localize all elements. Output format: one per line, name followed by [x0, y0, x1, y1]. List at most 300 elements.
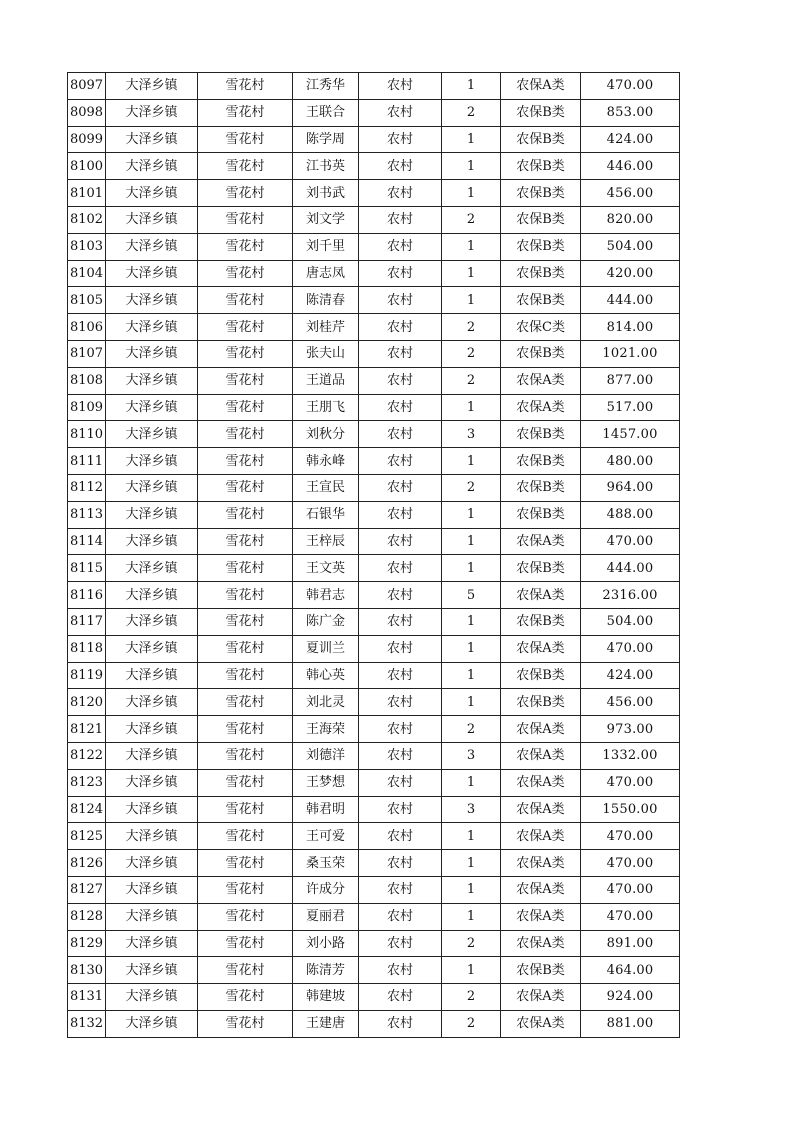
- township-cell: 大泽乡镇: [106, 180, 198, 207]
- village-cell: 雪花村: [198, 73, 293, 100]
- row-number: 8120: [68, 689, 106, 716]
- insurance-class-cell: 农保B类: [501, 233, 581, 260]
- insurance-class-cell: 农保A类: [501, 367, 581, 394]
- table-row: [68, 608, 680, 635]
- amount-cell: 488.00: [581, 501, 680, 528]
- household-size-cell: 1: [442, 233, 501, 260]
- insurance-class-cell: 农保B类: [501, 474, 581, 501]
- area-type-cell: 农村: [359, 314, 442, 341]
- row-number: 8105: [68, 287, 106, 314]
- insurance-class-cell: 农保B类: [501, 180, 581, 207]
- row-number: 8110: [68, 421, 106, 448]
- amount-cell: 470.00: [581, 528, 680, 555]
- name-cell: 刘德洋: [293, 742, 359, 769]
- table-row: [68, 126, 680, 153]
- amount-cell: 456.00: [581, 689, 680, 716]
- amount-cell: 891.00: [581, 930, 680, 957]
- name-cell: 刘小路: [293, 930, 359, 957]
- amount-cell: 470.00: [581, 876, 680, 903]
- village-cell: 雪花村: [198, 662, 293, 689]
- table-row: [68, 689, 680, 716]
- area-type-cell: 农村: [359, 823, 442, 850]
- row-number: 8103: [68, 233, 106, 260]
- household-size-cell: 1: [442, 180, 501, 207]
- table-row: [68, 153, 680, 180]
- row-number: 8108: [68, 367, 106, 394]
- township-cell: 大泽乡镇: [106, 260, 198, 287]
- name-cell: 王文英: [293, 555, 359, 582]
- amount-cell: 1457.00: [581, 421, 680, 448]
- name-cell: 刘北灵: [293, 689, 359, 716]
- area-type-cell: 农村: [359, 555, 442, 582]
- area-type-cell: 农村: [359, 903, 442, 930]
- amount-cell: 456.00: [581, 180, 680, 207]
- amount-cell: 853.00: [581, 99, 680, 126]
- area-type-cell: 农村: [359, 689, 442, 716]
- area-type-cell: 农村: [359, 474, 442, 501]
- household-size-cell: 2: [442, 716, 501, 743]
- table-row: [68, 206, 680, 233]
- area-type-cell: 农村: [359, 716, 442, 743]
- name-cell: 韩心英: [293, 662, 359, 689]
- area-type-cell: 农村: [359, 984, 442, 1011]
- name-cell: 陈清春: [293, 287, 359, 314]
- township-cell: 大泽乡镇: [106, 314, 198, 341]
- township-cell: 大泽乡镇: [106, 555, 198, 582]
- insurance-class-cell: 农保B类: [501, 448, 581, 475]
- table-row: [68, 984, 680, 1011]
- table-row: [68, 662, 680, 689]
- area-type-cell: 农村: [359, 930, 442, 957]
- name-cell: 桑玉荣: [293, 850, 359, 877]
- name-cell: 刘桂芹: [293, 314, 359, 341]
- township-cell: 大泽乡镇: [106, 716, 198, 743]
- name-cell: 韩君志: [293, 582, 359, 609]
- amount-cell: 877.00: [581, 367, 680, 394]
- township-cell: 大泽乡镇: [106, 608, 198, 635]
- insurance-class-cell: 农保A类: [501, 742, 581, 769]
- household-size-cell: 1: [442, 876, 501, 903]
- area-type-cell: 农村: [359, 367, 442, 394]
- household-size-cell: 2: [442, 1010, 501, 1037]
- row-number: 8128: [68, 903, 106, 930]
- table-row: [68, 99, 680, 126]
- insurance-class-cell: 农保B类: [501, 206, 581, 233]
- amount-cell: 517.00: [581, 394, 680, 421]
- table-row: [68, 930, 680, 957]
- household-size-cell: 2: [442, 206, 501, 233]
- amount-cell: 464.00: [581, 957, 680, 984]
- roster-body: [68, 73, 680, 1038]
- row-number: 8121: [68, 716, 106, 743]
- row-number: 8125: [68, 823, 106, 850]
- insurance-class-cell: 农保A类: [501, 528, 581, 555]
- village-cell: 雪花村: [198, 474, 293, 501]
- table-row: [68, 314, 680, 341]
- township-cell: 大泽乡镇: [106, 528, 198, 555]
- insurance-class-cell: 农保B类: [501, 689, 581, 716]
- insurance-class-cell: 农保A类: [501, 635, 581, 662]
- row-number: 8119: [68, 662, 106, 689]
- household-size-cell: 1: [442, 126, 501, 153]
- area-type-cell: 农村: [359, 957, 442, 984]
- household-size-cell: 2: [442, 474, 501, 501]
- area-type-cell: 农村: [359, 608, 442, 635]
- township-cell: 大泽乡镇: [106, 850, 198, 877]
- amount-cell: 814.00: [581, 314, 680, 341]
- insurance-class-cell: 农保B类: [501, 662, 581, 689]
- table-row: [68, 850, 680, 877]
- name-cell: 江书英: [293, 153, 359, 180]
- area-type-cell: 农村: [359, 126, 442, 153]
- amount-cell: 444.00: [581, 555, 680, 582]
- township-cell: 大泽乡镇: [106, 340, 198, 367]
- amount-cell: 820.00: [581, 206, 680, 233]
- amount-cell: 470.00: [581, 635, 680, 662]
- household-size-cell: 3: [442, 796, 501, 823]
- township-cell: 大泽乡镇: [106, 930, 198, 957]
- area-type-cell: 农村: [359, 1010, 442, 1037]
- insurance-class-cell: 农保B类: [501, 99, 581, 126]
- village-cell: 雪花村: [198, 153, 293, 180]
- insurance-class-cell: 农保A类: [501, 1010, 581, 1037]
- row-number: 8101: [68, 180, 106, 207]
- village-cell: 雪花村: [198, 314, 293, 341]
- household-size-cell: 1: [442, 689, 501, 716]
- name-cell: 王梓辰: [293, 528, 359, 555]
- row-number: 8115: [68, 555, 106, 582]
- township-cell: 大泽乡镇: [106, 876, 198, 903]
- insurance-class-cell: 农保A类: [501, 796, 581, 823]
- name-cell: 王道品: [293, 367, 359, 394]
- area-type-cell: 农村: [359, 448, 442, 475]
- name-cell: 王梦想: [293, 769, 359, 796]
- household-size-cell: 1: [442, 850, 501, 877]
- township-cell: 大泽乡镇: [106, 126, 198, 153]
- area-type-cell: 农村: [359, 153, 442, 180]
- amount-cell: 424.00: [581, 662, 680, 689]
- table-row: [68, 582, 680, 609]
- table-row: [68, 260, 680, 287]
- row-number: 8126: [68, 850, 106, 877]
- township-cell: 大泽乡镇: [106, 689, 198, 716]
- table-row: [68, 367, 680, 394]
- township-cell: 大泽乡镇: [106, 287, 198, 314]
- township-cell: 大泽乡镇: [106, 796, 198, 823]
- amount-cell: 470.00: [581, 823, 680, 850]
- row-number: 8124: [68, 796, 106, 823]
- household-size-cell: 1: [442, 957, 501, 984]
- area-type-cell: 农村: [359, 742, 442, 769]
- amount-cell: 446.00: [581, 153, 680, 180]
- row-number: 8114: [68, 528, 106, 555]
- village-cell: 雪花村: [198, 501, 293, 528]
- township-cell: 大泽乡镇: [106, 742, 198, 769]
- table-row: [68, 501, 680, 528]
- name-cell: 王朋飞: [293, 394, 359, 421]
- township-cell: 大泽乡镇: [106, 1010, 198, 1037]
- insurance-class-cell: 农保B类: [501, 501, 581, 528]
- household-size-cell: 1: [442, 662, 501, 689]
- household-size-cell: 1: [442, 903, 501, 930]
- village-cell: 雪花村: [198, 555, 293, 582]
- table-row: [68, 823, 680, 850]
- amount-cell: 420.00: [581, 260, 680, 287]
- table-row: [68, 287, 680, 314]
- row-number: 8098: [68, 99, 106, 126]
- township-cell: 大泽乡镇: [106, 99, 198, 126]
- township-cell: 大泽乡镇: [106, 448, 198, 475]
- area-type-cell: 农村: [359, 233, 442, 260]
- name-cell: 王宣民: [293, 474, 359, 501]
- township-cell: 大泽乡镇: [106, 394, 198, 421]
- area-type-cell: 农村: [359, 180, 442, 207]
- household-size-cell: 2: [442, 314, 501, 341]
- township-cell: 大泽乡镇: [106, 984, 198, 1011]
- table-row: [68, 394, 680, 421]
- area-type-cell: 农村: [359, 662, 442, 689]
- row-number: 8127: [68, 876, 106, 903]
- name-cell: 王海荣: [293, 716, 359, 743]
- row-number: 8106: [68, 314, 106, 341]
- township-cell: 大泽乡镇: [106, 421, 198, 448]
- amount-cell: 504.00: [581, 608, 680, 635]
- household-size-cell: 2: [442, 340, 501, 367]
- amount-cell: 1550.00: [581, 796, 680, 823]
- name-cell: 张夫山: [293, 340, 359, 367]
- name-cell: 夏丽君: [293, 903, 359, 930]
- household-size-cell: 1: [442, 153, 501, 180]
- village-cell: 雪花村: [198, 340, 293, 367]
- insurance-class-cell: 农保B类: [501, 260, 581, 287]
- village-cell: 雪花村: [198, 823, 293, 850]
- row-number: 8109: [68, 394, 106, 421]
- amount-cell: 470.00: [581, 850, 680, 877]
- township-cell: 大泽乡镇: [106, 233, 198, 260]
- name-cell: 韩建坡: [293, 984, 359, 1011]
- name-cell: 许成分: [293, 876, 359, 903]
- insurance-class-cell: 农保A类: [501, 984, 581, 1011]
- row-number: 8130: [68, 957, 106, 984]
- name-cell: 韩君明: [293, 796, 359, 823]
- row-number: 8122: [68, 742, 106, 769]
- village-cell: 雪花村: [198, 180, 293, 207]
- township-cell: 大泽乡镇: [106, 635, 198, 662]
- row-number: 8118: [68, 635, 106, 662]
- amount-cell: 480.00: [581, 448, 680, 475]
- village-cell: 雪花村: [198, 876, 293, 903]
- household-size-cell: 1: [442, 823, 501, 850]
- village-cell: 雪花村: [198, 769, 293, 796]
- table-row: [68, 876, 680, 903]
- insurance-class-cell: 农保A类: [501, 823, 581, 850]
- name-cell: 刘千里: [293, 233, 359, 260]
- table-row: [68, 421, 680, 448]
- household-size-cell: 2: [442, 930, 501, 957]
- name-cell: 陈学周: [293, 126, 359, 153]
- village-cell: 雪花村: [198, 689, 293, 716]
- insurance-class-cell: 农保A类: [501, 876, 581, 903]
- row-number: 8104: [68, 260, 106, 287]
- insurance-class-cell: 农保B类: [501, 608, 581, 635]
- household-size-cell: 1: [442, 555, 501, 582]
- name-cell: 王建唐: [293, 1010, 359, 1037]
- name-cell: 唐志凤: [293, 260, 359, 287]
- insurance-class-cell: 农保A类: [501, 850, 581, 877]
- village-cell: 雪花村: [198, 99, 293, 126]
- insurance-class-cell: 农保B类: [501, 555, 581, 582]
- area-type-cell: 农村: [359, 287, 442, 314]
- amount-cell: 470.00: [581, 903, 680, 930]
- village-cell: 雪花村: [198, 957, 293, 984]
- household-size-cell: 1: [442, 260, 501, 287]
- area-type-cell: 农村: [359, 528, 442, 555]
- household-size-cell: 1: [442, 501, 501, 528]
- village-cell: 雪花村: [198, 635, 293, 662]
- row-number: 8123: [68, 769, 106, 796]
- row-number: 8113: [68, 501, 106, 528]
- table-row: [68, 635, 680, 662]
- table-row: [68, 742, 680, 769]
- household-size-cell: 5: [442, 582, 501, 609]
- name-cell: 刘文学: [293, 206, 359, 233]
- table-row: [68, 716, 680, 743]
- table-row: [68, 528, 680, 555]
- household-size-cell: 2: [442, 99, 501, 126]
- table-row: [68, 957, 680, 984]
- table-row: [68, 1010, 680, 1037]
- row-number: 8112: [68, 474, 106, 501]
- village-cell: 雪花村: [198, 930, 293, 957]
- amount-cell: 470.00: [581, 73, 680, 100]
- table-row: [68, 233, 680, 260]
- insurance-class-cell: 农保A类: [501, 716, 581, 743]
- village-cell: 雪花村: [198, 984, 293, 1011]
- insurance-class-cell: 农保A类: [501, 769, 581, 796]
- name-cell: 陈清芳: [293, 957, 359, 984]
- row-number: 8116: [68, 582, 106, 609]
- table-row: [68, 448, 680, 475]
- area-type-cell: 农村: [359, 206, 442, 233]
- village-cell: 雪花村: [198, 716, 293, 743]
- household-size-cell: 1: [442, 394, 501, 421]
- village-cell: 雪花村: [198, 850, 293, 877]
- township-cell: 大泽乡镇: [106, 582, 198, 609]
- amount-cell: 1332.00: [581, 742, 680, 769]
- amount-cell: 504.00: [581, 233, 680, 260]
- area-type-cell: 农村: [359, 260, 442, 287]
- township-cell: 大泽乡镇: [106, 474, 198, 501]
- household-size-cell: 3: [442, 421, 501, 448]
- row-number: 8100: [68, 153, 106, 180]
- row-number: 8107: [68, 340, 106, 367]
- area-type-cell: 农村: [359, 73, 442, 100]
- area-type-cell: 农村: [359, 796, 442, 823]
- row-number: 8099: [68, 126, 106, 153]
- table-row: [68, 769, 680, 796]
- township-cell: 大泽乡镇: [106, 501, 198, 528]
- area-type-cell: 农村: [359, 340, 442, 367]
- village-cell: 雪花村: [198, 528, 293, 555]
- village-cell: 雪花村: [198, 367, 293, 394]
- household-size-cell: 1: [442, 287, 501, 314]
- name-cell: 刘书武: [293, 180, 359, 207]
- village-cell: 雪花村: [198, 448, 293, 475]
- table-row: [68, 796, 680, 823]
- amount-cell: 1021.00: [581, 340, 680, 367]
- village-cell: 雪花村: [198, 233, 293, 260]
- amount-cell: 924.00: [581, 984, 680, 1011]
- name-cell: 韩永峰: [293, 448, 359, 475]
- row-number: 8132: [68, 1010, 106, 1037]
- area-type-cell: 农村: [359, 421, 442, 448]
- amount-cell: 964.00: [581, 474, 680, 501]
- household-size-cell: 2: [442, 367, 501, 394]
- township-cell: 大泽乡镇: [106, 367, 198, 394]
- township-cell: 大泽乡镇: [106, 662, 198, 689]
- village-cell: 雪花村: [198, 903, 293, 930]
- township-cell: 大泽乡镇: [106, 73, 198, 100]
- insurance-class-cell: 农保B类: [501, 421, 581, 448]
- area-type-cell: 农村: [359, 501, 442, 528]
- insurance-class-cell: 农保B类: [501, 287, 581, 314]
- village-cell: 雪花村: [198, 126, 293, 153]
- table-row: [68, 555, 680, 582]
- name-cell: 石银华: [293, 501, 359, 528]
- row-number: 8131: [68, 984, 106, 1011]
- insurance-class-cell: 农保C类: [501, 314, 581, 341]
- name-cell: 夏训兰: [293, 635, 359, 662]
- village-cell: 雪花村: [198, 287, 293, 314]
- village-cell: 雪花村: [198, 796, 293, 823]
- area-type-cell: 农村: [359, 99, 442, 126]
- village-cell: 雪花村: [198, 582, 293, 609]
- row-number: 8129: [68, 930, 106, 957]
- amount-cell: 470.00: [581, 769, 680, 796]
- household-size-cell: 2: [442, 984, 501, 1011]
- area-type-cell: 农村: [359, 850, 442, 877]
- household-size-cell: 1: [442, 635, 501, 662]
- household-size-cell: 1: [442, 528, 501, 555]
- household-size-cell: 1: [442, 73, 501, 100]
- name-cell: 王联合: [293, 99, 359, 126]
- roster-table: [67, 72, 680, 1038]
- township-cell: 大泽乡镇: [106, 903, 198, 930]
- area-type-cell: 农村: [359, 394, 442, 421]
- amount-cell: 881.00: [581, 1010, 680, 1037]
- row-number: 8097: [68, 73, 106, 100]
- amount-cell: 973.00: [581, 716, 680, 743]
- amount-cell: 2316.00: [581, 582, 680, 609]
- village-cell: 雪花村: [198, 1010, 293, 1037]
- row-number: 8111: [68, 448, 106, 475]
- township-cell: 大泽乡镇: [106, 823, 198, 850]
- row-number: 8117: [68, 608, 106, 635]
- area-type-cell: 农村: [359, 635, 442, 662]
- insurance-class-cell: 农保A类: [501, 903, 581, 930]
- village-cell: 雪花村: [198, 608, 293, 635]
- insurance-class-cell: 农保A类: [501, 73, 581, 100]
- village-cell: 雪花村: [198, 206, 293, 233]
- name-cell: 江秀华: [293, 73, 359, 100]
- insurance-class-cell: 农保A类: [501, 582, 581, 609]
- table-row: [68, 73, 680, 100]
- insurance-class-cell: 农保B类: [501, 153, 581, 180]
- household-size-cell: 1: [442, 769, 501, 796]
- table-row: [68, 903, 680, 930]
- insurance-class-cell: 农保B类: [501, 340, 581, 367]
- area-type-cell: 农村: [359, 769, 442, 796]
